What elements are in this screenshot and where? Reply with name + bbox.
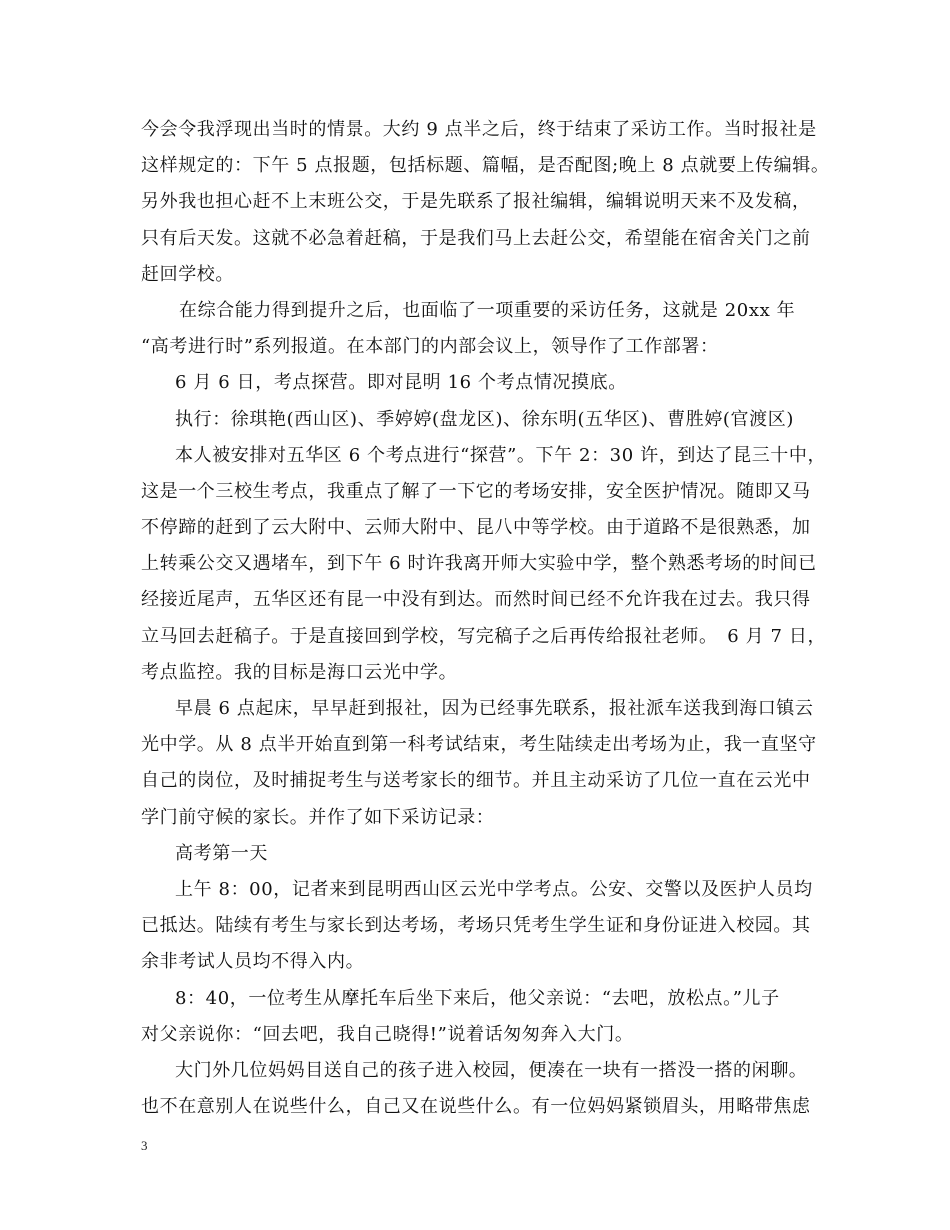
text-line: 光中学。从 8 点半开始直到第一科考试结束，考生陆续走出考场为止，我一直坚守 — [141, 734, 817, 756]
text-line: 这是一个三校生考点，我重点了解了一下它的考场安排，安全医护情况。随即又马 — [141, 480, 811, 502]
text-line: 8：40，一位考生从摩托车后坐下来后，他父亲说：“去吧，放松点。”儿子 — [175, 987, 780, 1009]
text-line: 学门前守候的家长。并作了如下采访记录： — [141, 806, 495, 828]
text-line: 6 月 6 日，考点探营。即对昆明 16 个考点情况摸底。 — [175, 372, 627, 394]
text-line: 立马回去赶稿子。于是直接回到学校，写完稿子之后再传给报社老师。 6 月 7 日， — [141, 625, 827, 647]
text-line: 本人被安排对五华区 6 个考点进行“探营”。下午 2：30 许，到达了昆三十中， — [175, 444, 827, 466]
text-line: 早晨 6 点起床，早早赶到报社，因为已经事先联系，报社派车送我到海口镇云 — [175, 698, 814, 719]
text-line: 另外我也担心赶不上末班公交，于是先联系了报社编辑，编辑说明天来不及发稿， — [141, 191, 811, 213]
text-line: 今会令我浮现出当时的情景。大约 9 点半之后，终于结束了采访工作。当时报社是 — [141, 119, 817, 140]
document-body — [141, 112, 841, 1125]
text-line: 余非考试人员均不得入内。 — [141, 951, 365, 973]
page-number: 3 — [141, 1138, 148, 1153]
text-line: 自己的岗位，及时捕捉考生与送考家长的细节。并且主动采访了几位一直在云光中 — [141, 770, 811, 792]
text-line: 已抵达。陆续有考生与家长到达考场，考场只凭考生学生证和身份证进入校园。其 — [141, 915, 811, 937]
text-line: 执行：徐琪艳(西山区)、季婷婷(盘龙区)、徐东明(五华区)、曹胜婷(官渡区) — [175, 408, 794, 430]
section-heading: 高考第一天 — [175, 842, 268, 864]
text-line: 也不在意别人在说些什么，自己又在说些什么。有一位妈妈紧锁眉头，用略带焦虑 — [141, 1096, 811, 1118]
text-line: 上转乘公交又遇堵车，到下午 6 时许我离开师大实验中学，整个熟悉考场的时间已 — [141, 553, 817, 575]
text-line: 大门外几位妈妈目送自己的孩子进入校园，便凑在一块有一搭没一搭的闲聊。 — [175, 1059, 808, 1081]
text-line: 不停蹄的赶到了云大附中、云师大附中、昆八中等学校。由于道路不是很熟悉，加 — [141, 517, 811, 539]
text-line: 考点监控。我的目标是海口云光中学。 — [141, 661, 458, 683]
text-line: 赶回学校。 — [141, 263, 234, 285]
text-line: 经接近尾声，五华区还有昆一中没有到达。而然时间已经不允许我在过去。我只得 — [141, 589, 811, 611]
text-line: 只有后天发。这就不必急着赶稿，于是我们马上去赶公交，希望能在宿舍关门之前 — [141, 227, 811, 249]
text-line: “高考进行时”系列报道。在本部门的内部会议上，领导作了工作部署： — [141, 336, 719, 358]
text-line: 上午 8：00，记者来到昆明西山区云光中学考点。公安、交警以及医护人员均 — [175, 878, 813, 900]
text-line: 在综合能力得到提升之后，也面临了一项重要的采访任务，这就是 20xx 年 — [179, 299, 796, 321]
text-line: 这样规定的：下午 5 点报题，包括标题、篇幅，是否配图;晚上 8 点就要上传编辑。 — [141, 155, 830, 177]
text-line: 对父亲说你：“回去吧，我自己晓得!”说着话匆匆奔入大门。 — [141, 1023, 634, 1045]
